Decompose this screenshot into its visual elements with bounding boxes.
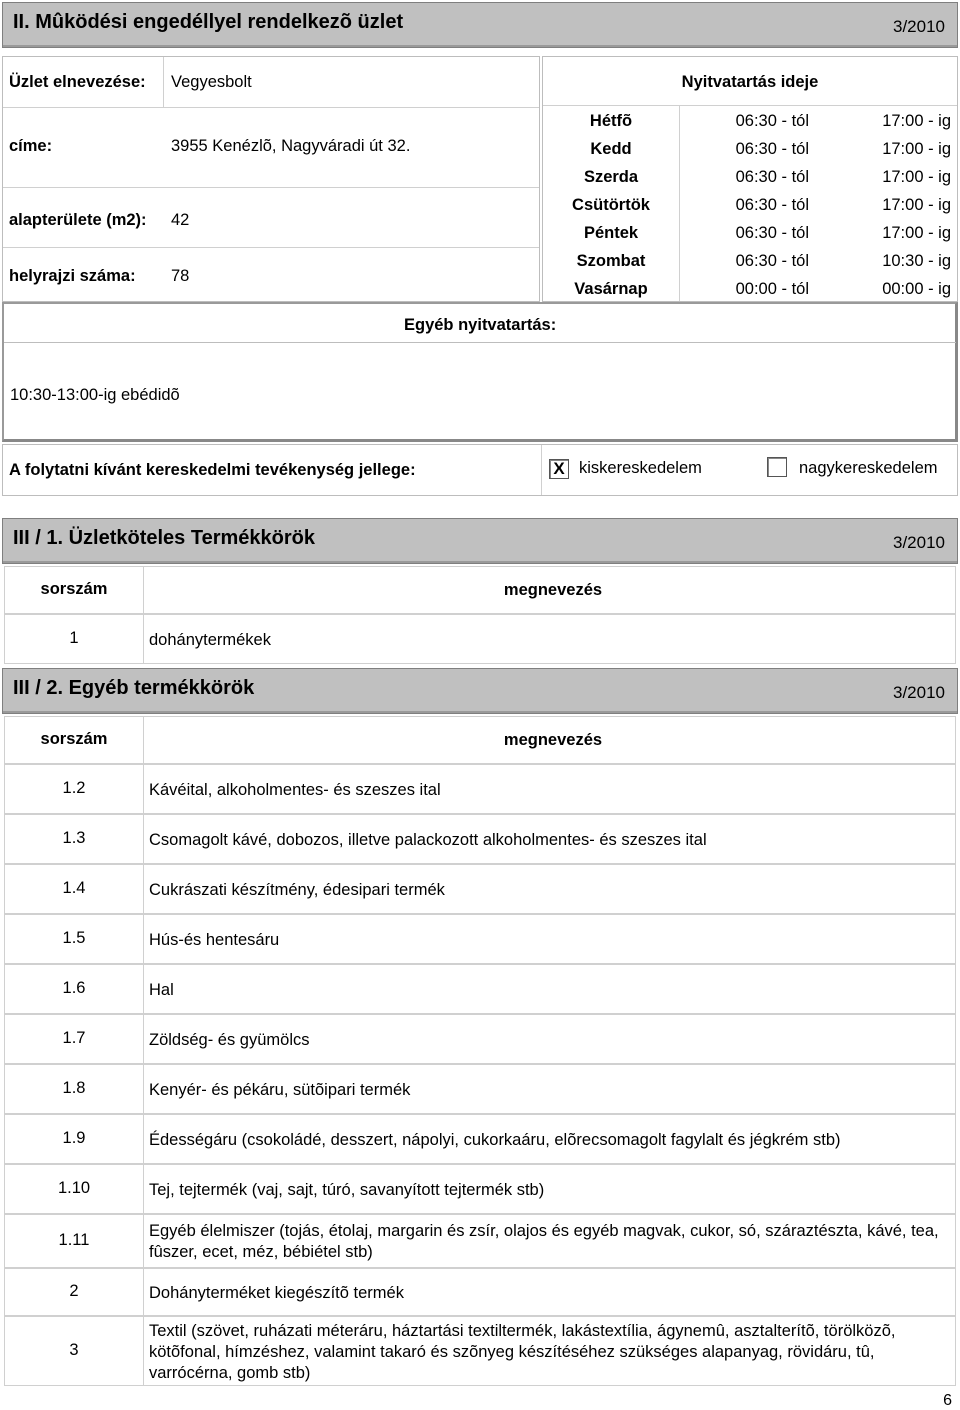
section3-2-header: [2, 668, 958, 714]
row-number: 1.6: [62, 979, 86, 997]
section3-2-year: 3/2010: [893, 683, 945, 702]
section3-1-header: [2, 518, 958, 564]
section3-1-year: 3/2010: [893, 533, 945, 552]
hours-row: [543, 137, 957, 165]
table-row: [4, 1164, 956, 1214]
row-number: 1.7: [62, 1029, 86, 1047]
table-row: [4, 614, 956, 664]
row-number: 1.11: [58, 1231, 90, 1249]
row-name: Zöldség- és gyümölcs: [149, 1031, 310, 1049]
col-megnevezes: megnevezés: [503, 581, 603, 599]
area-label: alapterülete (m2):: [9, 211, 147, 229]
row-number: 2: [69, 1282, 79, 1300]
row-name: Édességáru (csokoládé, desszert, nápolyi, cukorkaáru, elõrecsomagolt fagylalt és jégkrém stb): [149, 1131, 841, 1149]
row-number: 3: [69, 1341, 79, 1359]
row-number: 1.8: [62, 1079, 86, 1097]
hours-to: 17:00 - ig: [882, 224, 951, 242]
table-row: [4, 764, 956, 814]
hours-from: 06:30 - tól: [735, 252, 809, 270]
area-value: 42: [171, 211, 190, 229]
hours-from: 06:30 - tól: [735, 224, 809, 242]
table-row: [4, 1114, 956, 1164]
table-row: [4, 914, 956, 964]
activity-label: A folytatni kívánt kereskedelmi tevékenység jellege:: [9, 461, 416, 479]
activity-row: [2, 444, 958, 496]
opening-hours-title: Nyitvatartás ideje: [681, 73, 819, 91]
hours-to: 17:00 - ig: [882, 112, 951, 130]
retail-checkbox[interactable]: X: [549, 459, 569, 479]
hours-day: Hétfõ: [589, 112, 633, 130]
row-name: dohánytermékek: [149, 631, 271, 649]
row-name: Cukrászati készítmény, édesipari termék: [149, 881, 445, 899]
hours-from: 06:30 - tól: [735, 196, 809, 214]
hours-day: Csütörtök: [572, 196, 650, 214]
shop-name-value: Vegyesbolt: [171, 73, 252, 91]
hours-to: 00:00 - ig: [882, 280, 951, 298]
row-number: 1.2: [62, 779, 86, 797]
wholesale-label: nagykereskedelem: [799, 459, 938, 477]
section2-year: 3/2010: [893, 17, 945, 36]
address-value: 3955 Kenézlõ, Nagyváradi út 32.: [171, 137, 411, 155]
hours-to: 17:00 - ig: [882, 196, 951, 214]
page-number: 6: [943, 1392, 952, 1409]
table-row: [4, 1268, 956, 1316]
row-name: Kenyér- és pékáru, sütõipari termék: [149, 1081, 411, 1099]
lot-label: helyrajzi száma:: [9, 267, 136, 285]
wholesale-checkbox[interactable]: [767, 457, 787, 477]
shop-name-label: Üzlet elnevezése:: [9, 73, 146, 91]
hours-from: 06:30 - tól: [735, 112, 809, 130]
section2-title: II. Mûködési engedéllyel rendelkezõ üzlet: [13, 11, 404, 33]
table-row: [4, 1214, 956, 1268]
hours-row: [543, 109, 957, 137]
table-row: [4, 1316, 956, 1386]
section2-header: [2, 2, 958, 48]
hours-row: [543, 249, 957, 277]
row-name: Hal: [149, 981, 174, 999]
section3-1-title: III / 1. Üzletköteles Termékkörök: [13, 527, 315, 549]
row-number: 1.3: [62, 829, 86, 847]
hours-row: [543, 221, 957, 249]
row-name: Kávéital, alkoholmentes- és szeszes ital: [149, 781, 441, 799]
shop-info-panel: [2, 56, 540, 302]
row-name: Hús-és hentesáru: [149, 931, 280, 949]
hours-day: Vasárnap: [574, 280, 648, 298]
hours-to: 17:00 - ig: [882, 168, 951, 186]
col-sorszam: sorszám: [40, 730, 108, 748]
row-name: Egyéb élelmiszer (tojás, étolaj, margarin és zsír, olajos és egyéb magvak, cukor, só, száraztészta, kávé, tea, fûszer, ecet, méz, bébiétel stb): [149, 1222, 939, 1261]
other-hours-box: [2, 302, 958, 442]
hours-day: Szombat: [576, 252, 646, 270]
row-number: 1.4: [62, 879, 86, 897]
col-megnevezes: megnevezés: [503, 731, 603, 749]
hours-from: 06:30 - tól: [735, 140, 809, 158]
opening-hours-panel: [542, 56, 958, 302]
hours-day: Szerda: [583, 168, 639, 186]
col-sorszam: sorszám: [40, 580, 108, 598]
other-hours-label: Egyéb nyitvatartás:: [404, 316, 557, 334]
hours-row: [543, 277, 957, 305]
lot-value: 78: [171, 267, 190, 285]
row-number: 1: [69, 629, 79, 647]
table-row: [4, 1064, 956, 1114]
row-number: 1.10: [57, 1179, 91, 1197]
table-row: [4, 964, 956, 1014]
retail-label: kiskereskedelem: [579, 459, 702, 477]
hours-day: Péntek: [583, 224, 639, 242]
section3-2-title: III / 2. Egyéb termékkörök: [13, 677, 255, 699]
table-row: [4, 1014, 956, 1064]
other-hours-value: 10:30-13:00-ig ebédidõ: [10, 386, 180, 404]
row-number: 1.5: [62, 929, 86, 947]
section3-1-column-headers: [4, 566, 956, 614]
row-name: Dohányterméket kiegészítõ termék: [149, 1284, 404, 1302]
section3-2-column-headers: [4, 716, 956, 764]
row-name: Csomagolt kávé, dobozos, illetve palackozott alkoholmentes- és szeszes ital: [149, 831, 707, 849]
row-name: Textil (szövet, ruházati méteráru, háztartási textiltermék, lakástextília, ágynemû, asztalterítõ, törölközõ, kötõfonal, hímzéshez, valamint takaró és szõnyeg készítéséhez szükséges alapanyag, rövidáru, tû, varrócérna, gomb stb): [149, 1322, 896, 1382]
row-number: 1.9: [62, 1129, 86, 1147]
row-name: Tej, tejtermék (vaj, sajt, túró, savanyított tejtermék stb): [149, 1181, 545, 1199]
table-row: [4, 864, 956, 914]
hours-from: 00:00 - tól: [735, 280, 809, 298]
hours-to: 10:30 - ig: [882, 252, 951, 270]
address-label: címe:: [9, 137, 53, 155]
hours-row: [543, 193, 957, 221]
hours-from: 06:30 - tól: [735, 168, 809, 186]
table-row: [4, 814, 956, 864]
hours-row: [543, 165, 957, 193]
hours-to: 17:00 - ig: [882, 140, 951, 158]
hours-day: Kedd: [590, 140, 632, 158]
